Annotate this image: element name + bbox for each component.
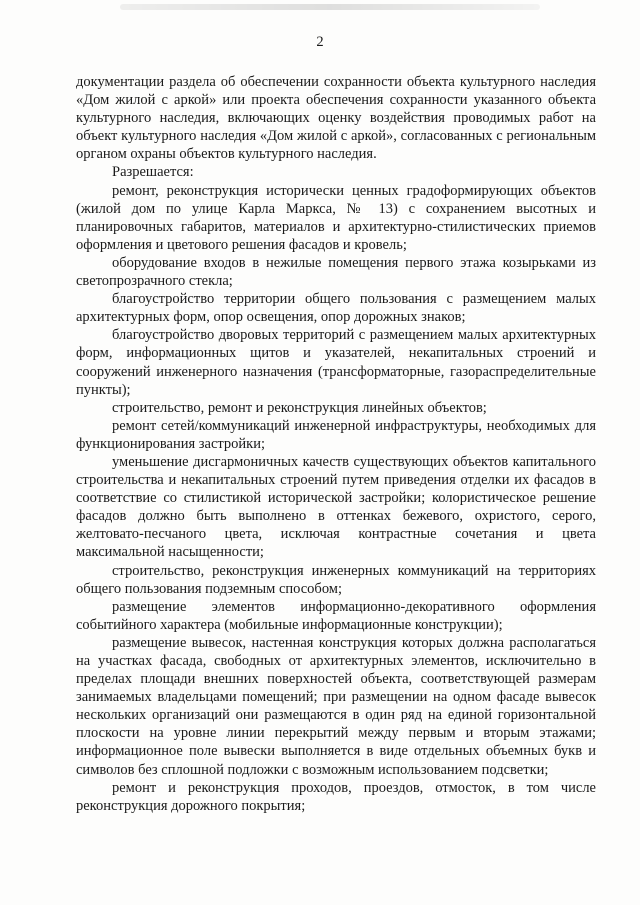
paragraph: размещение элементов информационно-декоративного оформления событийного характера (мобильные информационные конструкции); — [76, 598, 596, 633]
paragraph: Разрешается: — [112, 164, 194, 181]
paragraph: ремонт и реконструкция проходов, проездов, отмосток, в том числе реконструкция дорожного покрытия; — [76, 779, 596, 814]
paragraph: строительство, ремонт и реконструкция линейных объектов; — [112, 399, 487, 416]
paragraph: документации раздела об обеспечении сохранности объекта культурного наследия «Дом жилой с аркой» или проекта обеспечения сохранности указанного объекта культурного наследия, включающих оценку воздействия проводимых работ на объект культурного наследия «Дом жилой с аркой», согласованных с региональным органом охраны объектов культурного наследия. — [76, 74, 596, 163]
paragraph: уменьшение дисгармоничных качеств существующих объектов капитального строительства и некапитальных строений путем приведения отделки их фасадов в соответствие со стилистикой исторической застройки; колористическое решение фасадов должно быть выполнено в оттенках бежевого, охристого, серого, желтовато-песчаного цвета, исключая контрастные сочетания и цвета максимальной насыщенности; — [76, 453, 596, 561]
paragraph: благоустройство дворовых территорий с размещением малых архитектурных форм, информационных щитов и указателей, некапитальных строений и сооружений инженерного назначения (трансформаторные, газораспределительные пункты); — [76, 327, 596, 398]
document-body — [76, 73, 596, 815]
scan-artifact — [120, 4, 540, 10]
paragraph: благоустройство территории общего пользования с размещением малых архитектурных форм, опор освещения, опор дорожных знаков; — [76, 291, 596, 326]
paragraph: ремонт, реконструкция исторически ценных градоформирующих объектов (жилой дом по улице Карла Маркса, № 13) с сохранением высотных и планировочных габаритов, материалов и архитектурно-стилистических приемов оформления и цветового решения фасадов и кровель; — [76, 182, 596, 253]
paragraph: ремонт сетей/коммуникаций инженерной инфраструктуры, необходимых для функционирования застройки; — [76, 417, 596, 452]
paragraph: оборудование входов в нежилые помещения первого этажа козырьками из светопрозрачного стекла; — [76, 254, 596, 290]
paragraph: размещение вывесок, настенная конструкция которых должна располагаться на участках фасада, свободных от архитектурных элементов, исключительно в пределах площади внешних поверхностей объекта, соответствующей размерам занимаемых владельцами помещений; при размещении на одном фасаде вывесок нескольких организаций они размещаются в один ряд на единой горизонтальной плоскости на уровне линии перекрытий между первым и вторым этажами; информационное поле вывески выполняется в виде отдельных объемных букв и символов без сплошной подложки с возможным использованием подсветки; — [76, 634, 596, 778]
paragraph: строительство, реконструкция инженерных коммуникаций на территориях общего пользования подземным способом; — [76, 562, 596, 597]
page-number: 2 — [316, 34, 324, 50]
